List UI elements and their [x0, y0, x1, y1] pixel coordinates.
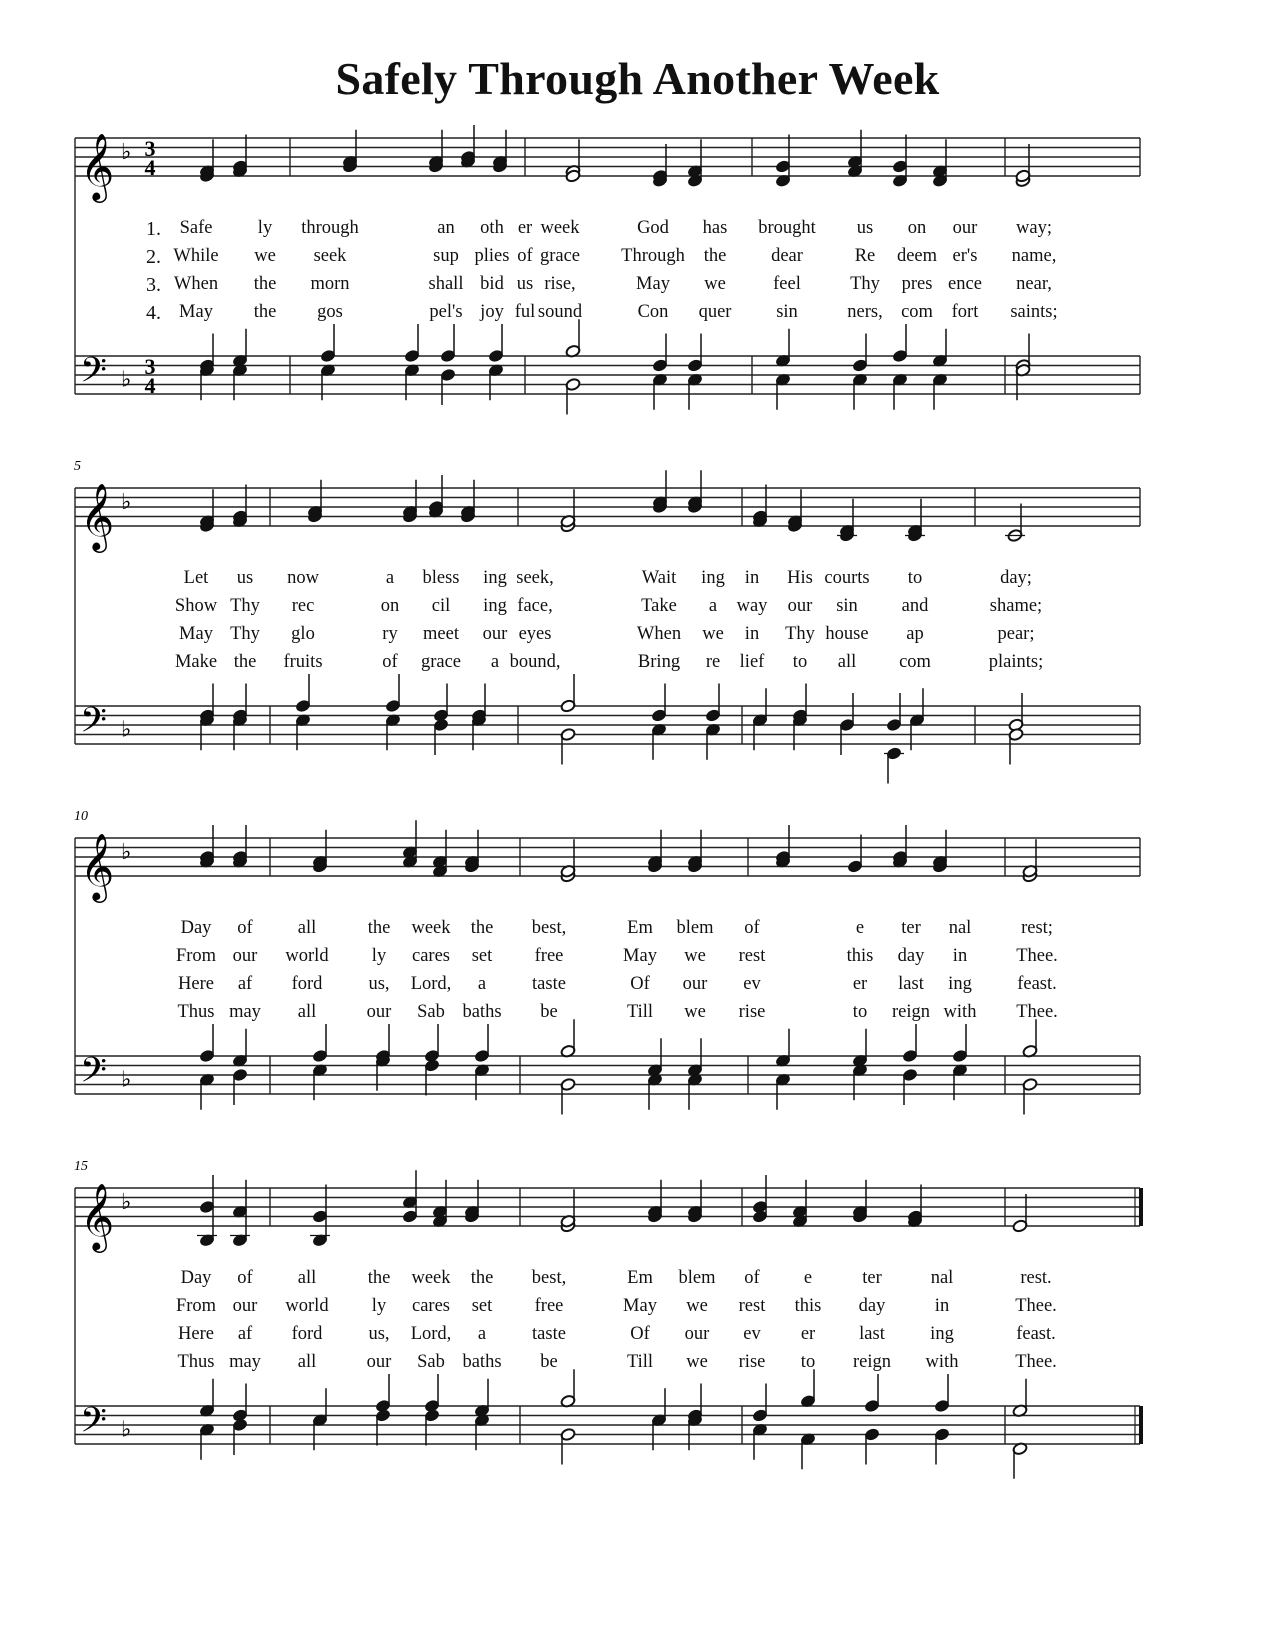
lyric-syllable: Let	[183, 568, 209, 588]
time-signature-bottom: 4	[144, 155, 156, 180]
lyric-syllable: may	[229, 1352, 261, 1372]
flat-icon: ♭	[121, 840, 132, 865]
lyric-syllable: May	[179, 302, 213, 322]
treble-clef-icon: 𝄞	[80, 482, 115, 550]
flat-icon: ♭	[121, 140, 132, 165]
lyric-syllable: baths	[462, 1002, 502, 1022]
final-barline	[1139, 1406, 1143, 1444]
lyric-syllable: Of	[630, 974, 650, 994]
lyric-syllable: near,	[1016, 274, 1052, 294]
lyric-syllable: ev	[743, 1324, 761, 1344]
lyric-syllable: rest;	[1021, 918, 1053, 938]
lyric-syllable: ing	[483, 596, 507, 616]
lyric-syllable: bid	[480, 274, 504, 294]
lyric-syllable: reign	[891, 1002, 931, 1022]
time-signature-bottom: 4	[144, 373, 156, 398]
lyric-syllable: Thee.	[1016, 1002, 1058, 1022]
lyric-syllable: world	[285, 1296, 329, 1316]
lyric-syllable: ly	[371, 946, 387, 966]
lyric-syllable: free	[534, 1296, 564, 1316]
lyric-syllable: e	[855, 918, 865, 938]
lyric-syllable: pres	[901, 274, 933, 294]
verse-line	[0, 302, 1275, 326]
lyric-syllable: plaints;	[988, 652, 1044, 672]
lyric-syllable: Sab	[417, 1002, 445, 1022]
lyric-syllable: a	[477, 1324, 487, 1344]
lyric-syllable: we	[684, 946, 706, 966]
lyric-syllable: nal	[930, 1268, 954, 1288]
lyric-syllable: Thy	[230, 624, 260, 644]
lyric-syllable: Lord,	[410, 974, 452, 994]
lyric-syllable: day;	[1000, 568, 1032, 588]
lyric-syllable: has	[702, 218, 728, 238]
lyrics-system-3	[0, 918, 1275, 1042]
lyric-syllable: Thy	[230, 596, 260, 616]
lyric-syllable: pel's	[429, 302, 463, 322]
lyric-syllable: in	[744, 568, 760, 588]
lyric-syllable: While	[173, 246, 219, 266]
lyric-syllable: last	[859, 1324, 885, 1344]
verse-number: 3.	[146, 274, 161, 296]
bass-clef-icon: 𝄢	[80, 699, 108, 749]
treble-clef-icon: 𝄞	[80, 132, 115, 200]
lyric-syllable: eyes	[518, 624, 552, 644]
lyric-syllable: on	[907, 218, 927, 238]
lyric-syllable: way	[736, 596, 768, 616]
lyric-syllable: us,	[368, 1324, 390, 1344]
lyric-syllable: the	[367, 918, 391, 938]
lyric-syllable: nal	[948, 918, 972, 938]
lyric-syllable: our	[682, 974, 708, 994]
lyric-syllable: rise	[738, 1352, 766, 1372]
verse-line	[0, 218, 1275, 242]
lyric-syllable: feast.	[1017, 974, 1057, 994]
measure-number: 10	[74, 809, 88, 824]
lyric-syllable: an	[437, 218, 455, 238]
lyric-syllable: ful	[514, 302, 536, 322]
lyric-syllable: our	[366, 1352, 392, 1372]
lyric-syllable: er's	[952, 246, 978, 266]
bass-clef-icon: 𝄢	[80, 1049, 108, 1099]
lyric-syllable: ford	[291, 1324, 323, 1344]
lyric-syllable: us	[856, 218, 874, 238]
lyric-syllable: When	[636, 624, 682, 644]
lyric-syllable: cares	[412, 946, 450, 966]
lyric-syllable: a	[385, 568, 395, 588]
lyric-syllable: ter	[901, 918, 921, 938]
lyric-syllable: be	[540, 1002, 558, 1022]
verse-line	[0, 946, 1275, 970]
lyric-syllable: to	[852, 1002, 868, 1022]
lyric-syllable: world	[285, 946, 329, 966]
flat-icon: ♭	[121, 717, 132, 743]
lyric-syllable: we	[702, 624, 724, 644]
lyric-syllable: seek	[313, 246, 347, 266]
lyric-syllable: com	[901, 302, 933, 322]
lyric-syllable: sin	[836, 596, 858, 616]
lyric-syllable: Re	[854, 246, 876, 266]
lyric-syllable: week	[540, 218, 580, 238]
flat-icon: ♭	[121, 1067, 132, 1093]
lyric-syllable: Till	[626, 1002, 654, 1022]
lyric-syllable: bless	[422, 568, 460, 588]
lyric-syllable: we	[684, 1002, 706, 1022]
lyric-syllable: of	[744, 918, 760, 938]
lyric-syllable: of	[237, 1268, 253, 1288]
lyric-syllable: Here	[178, 974, 214, 994]
lyric-syllable: Here	[178, 1324, 214, 1344]
verse-number: 1.	[146, 218, 161, 240]
verse-line	[0, 1002, 1275, 1026]
lyric-syllable: shall	[428, 274, 464, 294]
lyric-syllable: a	[477, 974, 487, 994]
lyric-syllable: lief	[739, 652, 765, 672]
lyric-syllable: all	[297, 1352, 317, 1372]
lyric-syllable: Through	[621, 246, 685, 266]
lyric-syllable: Sab	[417, 1352, 445, 1372]
lyrics-system-4	[0, 1268, 1275, 1392]
lyric-syllable: quer	[698, 302, 732, 322]
lyric-syllable: Em	[627, 1268, 653, 1288]
lyric-syllable: rest.	[1020, 1268, 1052, 1288]
lyric-syllable: us	[516, 274, 534, 294]
lyric-syllable: Bring	[637, 652, 681, 672]
lyric-syllable: with	[925, 1352, 959, 1372]
lyric-syllable: ing	[701, 568, 725, 588]
lyric-syllable: When	[173, 274, 219, 294]
lyric-syllable: our	[366, 1002, 392, 1022]
lyric-syllable: day	[858, 1296, 886, 1316]
lyric-syllable: Day	[180, 918, 212, 938]
lyric-syllable: ap	[906, 624, 924, 644]
time-signature-top: 3	[144, 136, 156, 161]
measure-number: 5	[74, 459, 81, 474]
lyric-syllable: glo	[291, 624, 315, 644]
lyric-syllable: May	[636, 274, 670, 294]
lyric-syllable: in	[934, 1296, 950, 1316]
lyric-syllable: cil	[431, 596, 451, 616]
bass-clef-icon: 𝄢	[80, 1399, 108, 1449]
lyric-syllable: meet	[423, 624, 459, 644]
lyric-syllable: er	[800, 1324, 816, 1344]
lyric-syllable: From	[175, 946, 217, 966]
lyric-syllable: fruits	[283, 652, 323, 672]
lyric-syllable: grace	[539, 246, 581, 266]
lyric-syllable: this	[794, 1296, 822, 1316]
lyric-syllable: to	[792, 652, 808, 672]
lyric-syllable: sin	[776, 302, 798, 322]
lyric-syllable: Of	[630, 1324, 650, 1344]
lyric-syllable: of	[382, 652, 398, 672]
lyric-syllable: reign	[852, 1352, 892, 1372]
lyric-syllable: feast.	[1016, 1324, 1056, 1344]
lyric-syllable: ence	[948, 274, 982, 294]
lyric-syllable: feel	[773, 274, 801, 294]
lyric-syllable: week	[411, 918, 451, 938]
verse-line	[0, 274, 1275, 298]
lyric-syllable: Em	[627, 918, 653, 938]
lyric-syllable: in	[952, 946, 968, 966]
lyric-syllable: set	[471, 946, 493, 966]
lyric-syllable: rest	[738, 946, 766, 966]
lyric-syllable: Thee.	[1015, 1296, 1057, 1316]
treble-staff	[75, 1188, 1140, 1226]
lyric-syllable: ry	[382, 624, 398, 644]
lyric-syllable: deem	[896, 246, 938, 266]
lyric-syllable: blem	[676, 918, 714, 938]
lyric-syllable: rise,	[544, 274, 576, 294]
lyric-syllable: Thee.	[1016, 946, 1058, 966]
lyric-syllable: Till	[626, 1352, 654, 1372]
lyric-syllable: may	[229, 1002, 261, 1022]
lyric-syllable: May	[623, 946, 657, 966]
verse-line	[0, 1352, 1275, 1376]
lyric-syllable: ners,	[847, 302, 883, 322]
lyric-syllable: com	[899, 652, 931, 672]
lyric-syllable: Day	[180, 1268, 212, 1288]
measure-number: 15	[74, 1159, 88, 1174]
lyric-syllable: baths	[462, 1352, 502, 1372]
lyric-syllable: er	[852, 974, 868, 994]
lyric-syllable: gos	[317, 302, 343, 322]
lyrics-system-1	[0, 218, 1275, 342]
lyric-syllable: bound,	[509, 652, 561, 672]
lyric-syllable: a	[708, 596, 718, 616]
final-barline	[1139, 1188, 1143, 1226]
lyric-syllable: Thus	[177, 1352, 215, 1372]
lyric-syllable: our	[232, 1296, 258, 1316]
lyric-syllable: re	[705, 652, 721, 672]
lyric-syllable: our	[232, 946, 258, 966]
lyric-syllable: His	[787, 568, 813, 588]
verse-line	[0, 1268, 1275, 1292]
lyric-syllable: of	[237, 918, 253, 938]
lyric-syllable: the	[470, 918, 494, 938]
lyric-syllable: now	[287, 568, 319, 588]
lyric-syllable: our	[684, 1324, 710, 1344]
lyric-syllable: the	[470, 1268, 494, 1288]
lyric-syllable: Make	[174, 652, 218, 672]
lyric-syllable: all	[297, 1268, 317, 1288]
lyric-syllable: in	[744, 624, 760, 644]
lyric-syllable: morn	[310, 274, 350, 294]
verse-line	[0, 652, 1275, 676]
lyric-syllable: ing	[483, 568, 507, 588]
lyric-syllable: blem	[678, 1268, 716, 1288]
lyric-syllable: be	[540, 1352, 558, 1372]
verse-line	[0, 624, 1275, 648]
lyric-syllable: the	[367, 1268, 391, 1288]
lyric-syllable: Thee.	[1015, 1352, 1057, 1372]
lyric-syllable: the	[253, 274, 277, 294]
lyric-syllable: God	[637, 218, 669, 238]
lyric-syllable: of	[744, 1268, 760, 1288]
flat-icon: ♭	[121, 1190, 132, 1215]
lyric-syllable: saints;	[1010, 302, 1058, 322]
verse-line	[0, 1324, 1275, 1348]
lyric-syllable: we	[704, 274, 726, 294]
flat-icon: ♭	[121, 367, 132, 393]
lyric-syllable: day	[897, 946, 925, 966]
lyric-syllable: last	[898, 974, 924, 994]
lyric-syllable: name,	[1011, 246, 1057, 266]
lyric-syllable: of	[517, 246, 533, 266]
lyric-syllable: Take	[641, 596, 677, 616]
lyric-syllable: and	[901, 596, 929, 616]
lyric-syllable: this	[846, 946, 874, 966]
lyric-syllable: ly	[371, 1296, 387, 1316]
lyric-syllable: May	[623, 1296, 657, 1316]
time-signature-top: 3	[144, 354, 156, 379]
lyric-syllable: fort	[951, 302, 979, 322]
lyric-syllable: plies	[474, 246, 510, 266]
lyric-syllable: Con	[637, 302, 669, 322]
lyric-syllable: rec	[291, 596, 315, 616]
lyric-syllable: all	[297, 1002, 317, 1022]
lyric-syllable: us,	[368, 974, 390, 994]
lyric-syllable: pear;	[997, 624, 1035, 644]
lyric-syllable: our	[787, 596, 813, 616]
lyric-syllable: Wait	[641, 568, 677, 588]
lyric-syllable: the	[703, 246, 727, 266]
lyric-syllable: through	[301, 218, 359, 238]
lyric-syllable: all	[837, 652, 857, 672]
verse-number: 2.	[146, 246, 161, 268]
lyric-syllable: taste	[532, 974, 566, 994]
treble-clef-icon: 𝄞	[80, 832, 115, 900]
verse-line	[0, 1296, 1275, 1320]
lyric-syllable: set	[471, 1296, 493, 1316]
verse-line	[0, 918, 1275, 942]
lyric-syllable: sup	[433, 246, 459, 266]
lyric-syllable: sound	[537, 302, 583, 322]
lyric-syllable: Thy	[850, 274, 880, 294]
lyric-syllable: way;	[1016, 218, 1052, 238]
lyric-syllable: ford	[291, 974, 323, 994]
lyric-syllable: e	[803, 1268, 813, 1288]
lyric-syllable: oth	[480, 218, 504, 238]
lyric-syllable: From	[175, 1296, 217, 1316]
lyric-syllable: best,	[531, 1268, 567, 1288]
lyric-syllable: on	[380, 596, 400, 616]
lyric-syllable: Safe	[179, 218, 213, 238]
lyric-syllable: May	[179, 624, 213, 644]
lyric-syllable: house	[825, 624, 869, 644]
page-title: Safely Through Another Week	[335, 53, 940, 104]
lyric-syllable: us	[236, 568, 254, 588]
lyric-syllable: to	[800, 1352, 816, 1372]
lyric-syllable: ev	[743, 974, 761, 994]
lyric-syllable: taste	[532, 1324, 566, 1344]
lyric-syllable: face,	[517, 596, 553, 616]
flat-icon: ♭	[121, 1417, 132, 1443]
lyric-syllable: Show	[174, 596, 218, 616]
flat-icon: ♭	[121, 490, 132, 515]
lyric-syllable: Thus	[177, 1002, 215, 1022]
lyric-syllable: dear	[771, 246, 803, 266]
lyric-syllable: we	[686, 1296, 708, 1316]
lyric-syllable: week	[411, 1268, 451, 1288]
lyric-syllable: af	[237, 1324, 253, 1344]
lyric-syllable: rise	[738, 1002, 766, 1022]
lyric-syllable: rest	[738, 1296, 766, 1316]
lyric-syllable: free	[534, 946, 564, 966]
lyric-syllable: a	[490, 652, 500, 672]
lyric-syllable: Lord,	[410, 1324, 452, 1344]
lyric-syllable: af	[237, 974, 253, 994]
lyric-syllable: shame;	[989, 596, 1043, 616]
lyric-syllable: seek,	[516, 568, 554, 588]
lyric-syllable: Thy	[785, 624, 815, 644]
lyric-syllable: with	[943, 1002, 977, 1022]
lyric-syllable: to	[907, 568, 923, 588]
verse-line	[0, 246, 1275, 270]
bass-clef-icon: 𝄢	[80, 349, 108, 399]
lyric-syllable: er	[517, 218, 533, 238]
lyric-syllable: courts	[824, 568, 870, 588]
lyrics-system-2	[0, 568, 1275, 692]
lyric-syllable: ing	[930, 1324, 954, 1344]
lyric-syllable: the	[233, 652, 257, 672]
lyric-syllable: the	[253, 302, 277, 322]
verse-line	[0, 568, 1275, 592]
lyric-syllable: grace	[420, 652, 462, 672]
lyric-syllable: all	[297, 918, 317, 938]
lyric-syllable: joy	[480, 302, 504, 322]
treble-clef-icon: 𝄞	[80, 1182, 115, 1250]
lyric-syllable: best,	[531, 918, 567, 938]
lyric-syllable: ing	[948, 974, 972, 994]
lyric-syllable: ter	[862, 1268, 882, 1288]
lyric-syllable: cares	[412, 1296, 450, 1316]
verse-line	[0, 596, 1275, 620]
verse-number: 4.	[146, 302, 161, 324]
lyric-syllable: we	[686, 1352, 708, 1372]
lyric-syllable: we	[254, 246, 276, 266]
lyric-syllable: brought	[758, 218, 816, 238]
lyric-syllable: ly	[257, 218, 273, 238]
lyric-syllable: our	[482, 624, 508, 644]
lyric-syllable: our	[952, 218, 978, 238]
verse-line	[0, 974, 1275, 998]
